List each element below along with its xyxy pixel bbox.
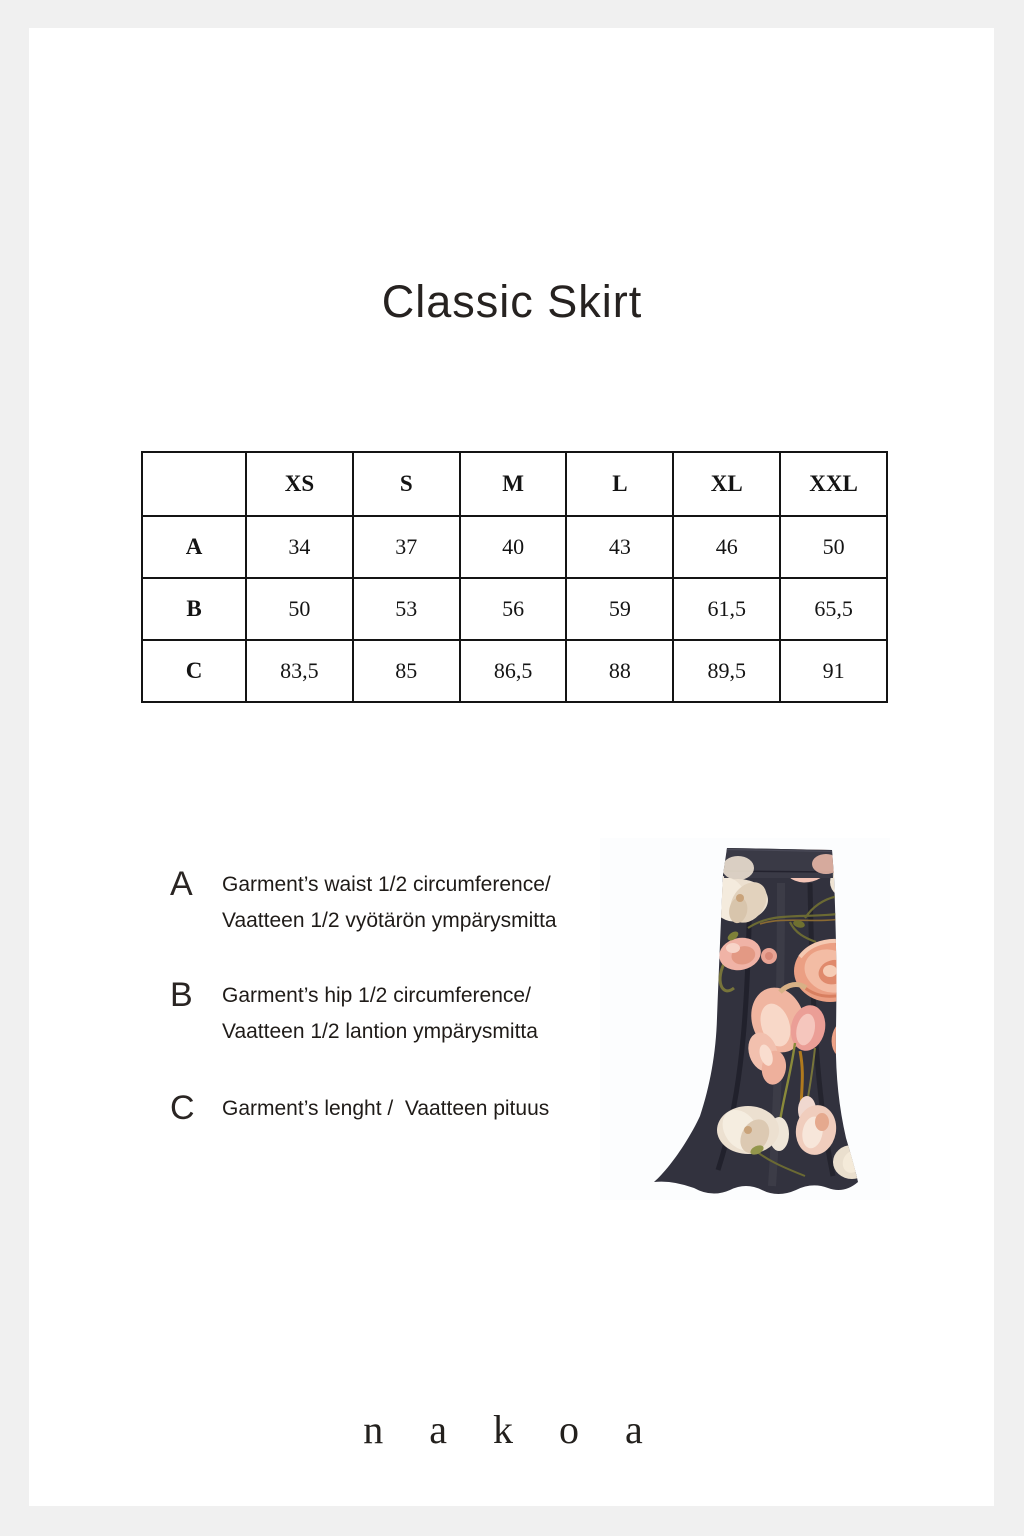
legend-text: Garment’s hip 1/2 circumference/ [222,984,531,1007]
legend-item-c [170,1088,549,1128]
cell-b-xxl: 65,5 [780,578,887,640]
cell-c-l: 88 [566,640,673,702]
cell-c-s: 85 [353,640,460,702]
row-label-c: C [142,640,246,702]
legend-item-a [170,864,557,939]
cell-b-l: 59 [566,578,673,640]
table-corner-cell [142,452,246,516]
legend-text: Vaatteen 1/2 vyötärön ympärysmitta [222,909,557,932]
cell-a-l: 43 [566,516,673,578]
row-label-a: A [142,516,246,578]
legend-key-a: A [170,865,193,903]
cell-b-m: 56 [460,578,567,640]
legend-key-b: B [170,976,193,1014]
col-header-xs: XS [246,452,353,516]
col-header-m: M [460,452,567,516]
table-header-row [142,452,887,516]
cell-b-s: 53 [353,578,460,640]
brand-logo: n a k o a [363,1407,661,1452]
legend-text: Vaatteen 1/2 lantion ympärysmitta [222,1020,538,1043]
cell-c-xxl: 91 [780,640,887,702]
cell-c-m: 86,5 [460,640,567,702]
legend-text: Garment’s lenght / Vaatteen pituus [222,1097,550,1120]
col-header-s: S [353,452,460,516]
col-header-l: L [566,452,673,516]
cell-a-xs: 34 [246,516,353,578]
page-title: Classic Skirt [381,276,643,327]
size-chart-table [141,451,888,703]
cell-a-xl: 46 [673,516,780,578]
cell-c-xs: 83,5 [246,640,353,702]
product-photo-floral-skirt [600,838,890,1200]
cell-b-xl: 61,5 [673,578,780,640]
table-row [142,640,887,702]
page-card [29,28,994,1506]
table-row [142,516,887,578]
legend-key-c: C [170,1089,195,1127]
col-header-xl: XL [673,452,780,516]
legend-item-b [170,975,538,1050]
table-row [142,578,887,640]
col-header-xxl: XXL [780,452,887,516]
cell-a-m: 40 [460,516,567,578]
legend-text: Garment’s waist 1/2 circumference/ [222,873,551,896]
row-label-b: B [142,578,246,640]
cell-a-xxl: 50 [780,516,887,578]
cell-a-s: 37 [353,516,460,578]
cell-b-xs: 50 [246,578,353,640]
cell-c-xl: 89,5 [673,640,780,702]
